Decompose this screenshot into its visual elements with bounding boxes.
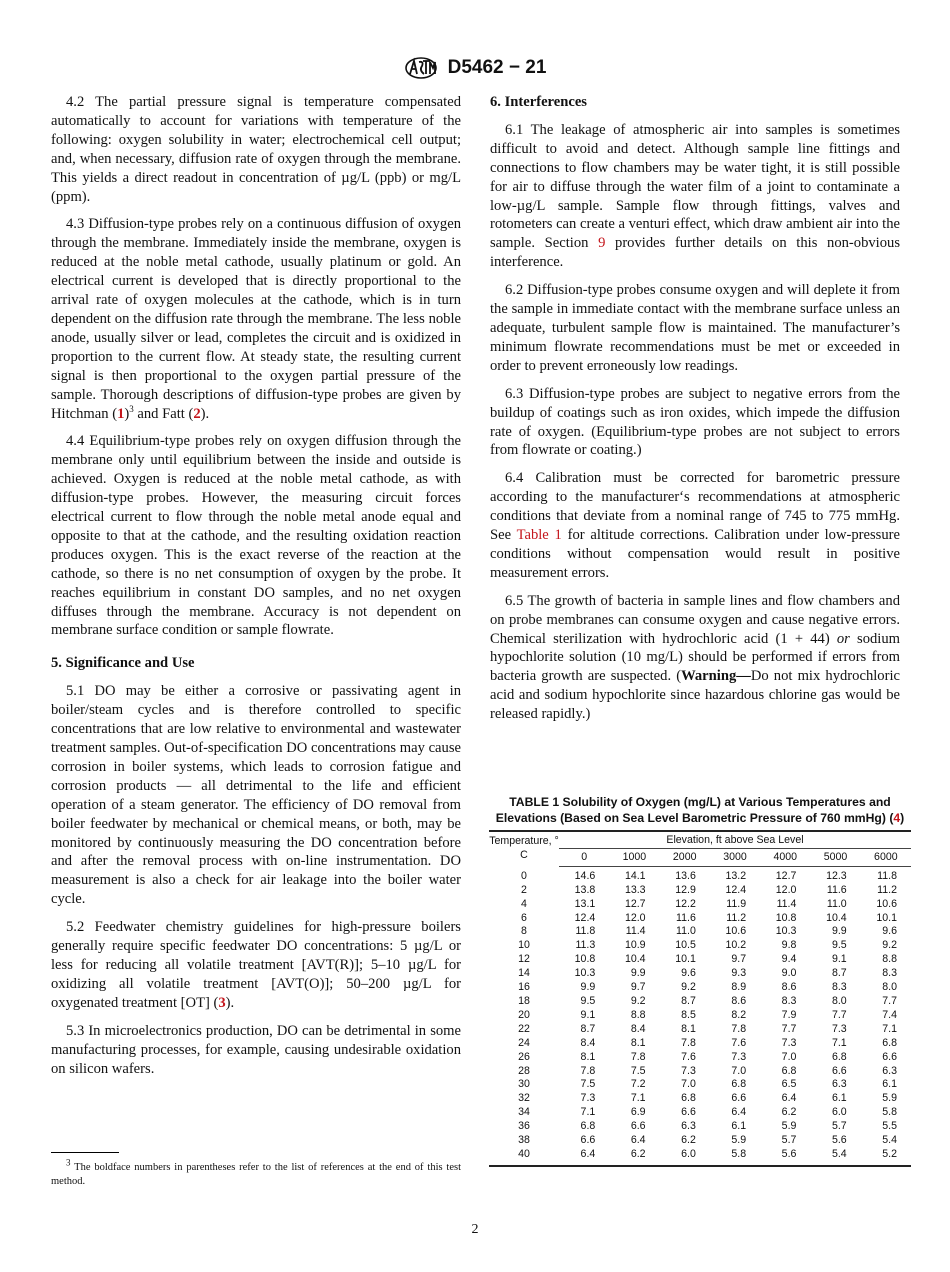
table-row xyxy=(489,1009,911,1023)
solubility-cell: 12.2 xyxy=(675,897,696,910)
reference-link[interactable]: 4 xyxy=(893,811,901,825)
solubility-cell: 7.3 xyxy=(580,1092,596,1105)
solubility-cell: 13.2 xyxy=(725,869,747,882)
solubility-cell: 7.3 xyxy=(731,1050,747,1063)
solubility-cell: 6.6 xyxy=(630,1120,646,1133)
solubility-cell: 8.8 xyxy=(630,1008,646,1021)
text-span: ). xyxy=(225,994,235,1011)
solubility-cell: 9.7 xyxy=(731,953,747,966)
page-number: 2 xyxy=(471,1222,479,1237)
solubility-cell: 12.9 xyxy=(675,883,696,896)
temperature-cell: 14 xyxy=(518,967,530,980)
solubility-cell: 8.0 xyxy=(831,994,847,1007)
table-row xyxy=(489,1037,911,1051)
solubility-cell: 6.4 xyxy=(781,1092,797,1105)
solubility-cell: 5.4 xyxy=(831,1147,847,1160)
solubility-cell: 8.9 xyxy=(731,981,747,994)
reference-link[interactable]: 3 xyxy=(218,994,226,1011)
text-span: 5.3 In microelectronics production, DO can be detrimental in some manufacturing processes, for example, causing undesirable oxidation on silicon wafers. xyxy=(51,1022,461,1077)
solubility-cell: 10.4 xyxy=(826,911,847,924)
solubility-cell: 8.1 xyxy=(580,1050,596,1063)
solubility-cell: 11.4 xyxy=(625,925,646,938)
solubility-cell: 12.4 xyxy=(725,883,747,896)
solubility-cell: 6.8 xyxy=(882,1036,897,1049)
table-row xyxy=(489,1134,911,1148)
reference-link[interactable]: 9 xyxy=(598,235,606,252)
elevation-column-header: 0 xyxy=(559,848,609,866)
solubility-cell: 6.3 xyxy=(681,1120,696,1133)
text-span: 6.2 Diffusion-type probes consume oxygen and will deplete it from the sample in immediate contact with the membrane surface unless an adequate, turbulent sample flow is maintained. The manufacturer’s minimum flowrate recommendations must be met or exceeded in order to prevent erroneously low readings. xyxy=(490,282,900,374)
table-row xyxy=(489,925,911,939)
solubility-cell: 9.9 xyxy=(630,967,646,980)
text-span: sodium hypochlorite solution (10 mg/L) should be performed if errors from bacteria growth are suspected. ( xyxy=(490,630,900,685)
solubility-cell: 6.4 xyxy=(630,1134,646,1147)
text-span: 5. Significance and Use xyxy=(51,655,195,672)
solubility-cell: 10.3 xyxy=(775,925,797,938)
solubility-cell: 7.0 xyxy=(781,1050,797,1063)
temperature-cell: 20 xyxy=(518,1008,530,1021)
solubility-cell: 6.4 xyxy=(731,1106,747,1119)
solubility-cell: 6.6 xyxy=(731,1092,747,1105)
temperature-cell: 24 xyxy=(518,1036,530,1049)
solubility-table xyxy=(489,794,911,1167)
solubility-cell: 6.8 xyxy=(681,1092,696,1105)
table-title-text: TABLE 1 Solubility of Oxygen (mg/L) at Various Temperatures and Elevations (Based on Sea Level Barometric Pressure of 760 mmHg) ( xyxy=(495,795,894,825)
text-span: 6.4 Calibration must be corrected for barometric pressure according to the manufacturer‘s recommendations at atmospheric conditions that deviate from a nominal range of 745 to 775 mmHg. See xyxy=(490,470,900,544)
solubility-cell: 12.7 xyxy=(624,897,646,910)
table-row xyxy=(489,995,911,1009)
solubility-cell: 7.3 xyxy=(831,1022,847,1035)
solubility-cell: 8.1 xyxy=(681,1022,696,1035)
solubility-cell: 5.9 xyxy=(781,1120,797,1133)
temperature-cell: 16 xyxy=(518,981,530,994)
section-heading xyxy=(490,93,900,112)
solubility-cell: 5.5 xyxy=(882,1120,897,1133)
solubility-cell: 7.5 xyxy=(630,1064,646,1077)
solubility-cell: 8.8 xyxy=(882,953,897,966)
solubility-cell: 11.6 xyxy=(826,883,847,896)
solubility-cell: 5.2 xyxy=(882,1147,897,1160)
temperature-cell: 28 xyxy=(518,1064,530,1077)
solubility-cell: 6.1 xyxy=(731,1120,747,1133)
solubility-cell: 7.7 xyxy=(831,1008,847,1021)
table-row xyxy=(489,1148,911,1166)
solubility-cell: 6.6 xyxy=(580,1134,596,1147)
solubility-cell: 9.5 xyxy=(831,939,847,952)
solubility-cell: 12.0 xyxy=(775,883,797,896)
solubility-cell: 9.2 xyxy=(630,994,646,1007)
solubility-cell: 11.0 xyxy=(826,897,847,910)
temperature-cell: 40 xyxy=(518,1147,530,1160)
solubility-cell: 12.3 xyxy=(826,869,847,882)
document-id: D5462 − 21 xyxy=(447,57,547,78)
paragraph xyxy=(51,918,461,1013)
temperature-cell: 0 xyxy=(521,869,527,882)
solubility-cell: 6.6 xyxy=(882,1050,897,1063)
temperature-header: Temperature, ° C xyxy=(489,835,559,861)
temperature-cell: 38 xyxy=(518,1134,530,1147)
paragraph xyxy=(51,93,461,206)
left-column xyxy=(51,93,461,1087)
elevation-column-header: 5000 xyxy=(810,848,860,866)
paragraph xyxy=(490,592,900,724)
solubility-cell: 7.6 xyxy=(731,1036,747,1049)
temperature-cell: 26 xyxy=(518,1050,530,1063)
table-row xyxy=(489,898,911,912)
solubility-cell: 5.6 xyxy=(781,1147,797,1160)
solubility-cell: 6.0 xyxy=(831,1106,847,1119)
table-row xyxy=(489,981,911,995)
text-span: 6.5 The growth of bacteria in sample lines and flow chambers and on probe membranes can consume oxygen and cause negative errors. Chemical sterilization with hydrochloric acid (1 + 44) xyxy=(490,592,900,647)
temperature-cell: 34 xyxy=(518,1106,530,1119)
solubility-cell: 5.7 xyxy=(831,1120,847,1133)
solubility-cell: 9.6 xyxy=(681,967,696,980)
solubility-cell: 7.3 xyxy=(681,1064,696,1077)
text-span: 4.3 Diffusion-type probes rely on a continuous diffusion of oxygen through the membrane. Immediately inside the membrane, oxygen is reduced at the noble metal cathode, usually platinum or gold. An electrical current is developed that is directly proportional to the arrival rate of oxygen molecules at the cathode, which is in turn dependent on the diffusion rate through the membrane. The less noble anode, usually silver or lead, completes the circuit and is oxidized in proportion to the current flow. At steady state, the resulting current signal is then proportional to the oxygen partial pressure of the sample. Thorough descriptions of diffusion-type probes are given by Hitchman ( xyxy=(51,216,461,422)
solubility-cell: 12.0 xyxy=(624,911,646,924)
section-heading xyxy=(51,654,461,673)
elevation-column-header: 6000 xyxy=(861,848,911,866)
solubility-cell: 6.8 xyxy=(781,1064,797,1077)
footnote-text: The boldface numbers in parentheses refer to the list of references at the end of this test method. xyxy=(51,1162,461,1187)
table-title xyxy=(489,794,911,826)
solubility-cell: 8.3 xyxy=(781,994,797,1007)
table-row xyxy=(489,1065,911,1079)
solubility-cell: 6.6 xyxy=(831,1064,847,1077)
elevation-column-header: 4000 xyxy=(760,848,810,866)
text-span: 6.3 Diffusion-type probes are subject to negative errors from the buildup of coatings such as iron oxides, which impede the diffusion rate of oxygen. (Equilibrium-type probes are not subject to errors from flowrate or coating.) xyxy=(490,385,900,459)
reference-link[interactable]: 2 xyxy=(193,405,201,422)
paragraph xyxy=(490,121,900,272)
astm-logo-icon xyxy=(404,56,438,80)
solubility-cell: 7.8 xyxy=(681,1036,696,1049)
right-column xyxy=(490,93,900,733)
table-row xyxy=(489,1051,911,1065)
solubility-cell: 12.4 xyxy=(574,911,596,924)
text-span: 5.2 Feedwater chemistry guidelines for high-pressure boilers generally require specific feedwater DO concentrations: 5 µg/L or less for reducing all volatile treatment [AVT(R)]; 5–10 µg/L for oxidizing all volatile treatment [AVT(O)]; 50–200 µg/L for oxygenated treatment [OT] ( xyxy=(51,919,461,1011)
solubility-cell: 9.6 xyxy=(882,925,897,938)
solubility-cell: 8.4 xyxy=(630,1022,646,1035)
solubility-cell: 9.9 xyxy=(831,925,847,938)
paragraph xyxy=(51,432,461,640)
temperature-cell: 10 xyxy=(518,939,530,952)
text-span: or xyxy=(836,630,850,647)
solubility-cell: 11.6 xyxy=(676,911,696,924)
solubility-cell: 8.4 xyxy=(580,1036,596,1049)
solubility-cell: 9.9 xyxy=(580,981,596,994)
solubility-cell: 8.5 xyxy=(681,1008,696,1021)
solubility-cell: 8.6 xyxy=(781,981,797,994)
solubility-cell: 5.9 xyxy=(731,1134,747,1147)
solubility-cell: 10.6 xyxy=(876,897,897,910)
table-row xyxy=(489,1092,911,1106)
solubility-cell: 7.6 xyxy=(681,1050,696,1063)
solubility-cell: 5.8 xyxy=(731,1147,747,1160)
temperature-cell: 36 xyxy=(518,1120,530,1133)
solubility-cell: 9.4 xyxy=(781,953,797,966)
solubility-cell: 13.3 xyxy=(624,883,646,896)
footnote-ref: 3 xyxy=(129,403,134,414)
table-row xyxy=(489,939,911,953)
elevation-column-header: 3000 xyxy=(710,848,760,866)
solubility-cell: 10.6 xyxy=(725,925,747,938)
text-span: provides further details on this non-obvious interference. xyxy=(490,235,900,271)
solubility-cell: 8.0 xyxy=(882,981,897,994)
solubility-cell: 6.1 xyxy=(831,1092,847,1105)
table-row xyxy=(489,866,911,883)
elevation-header: Elevation, ft above Sea Level xyxy=(559,831,911,848)
reference-link[interactable]: 1 xyxy=(117,405,125,422)
solubility-cell: 7.8 xyxy=(630,1050,646,1063)
solubility-cell: 9.1 xyxy=(831,953,847,966)
solubility-cell: 9.2 xyxy=(882,939,897,952)
solubility-cell: 8.7 xyxy=(681,994,696,1007)
temperature-cell: 12 xyxy=(518,953,530,966)
solubility-cell: 11.2 xyxy=(877,883,897,896)
text-span: Do not mix hydrochloric acid and sodium hypochlorite since hazardous chlorine gas would be released rapidly.) xyxy=(490,668,900,723)
solubility-cell: 7.0 xyxy=(681,1078,696,1091)
solubility-cell: 8.1 xyxy=(630,1036,646,1049)
solubility-cell: 10.1 xyxy=(876,911,897,924)
solubility-cell: 8.7 xyxy=(580,1022,596,1035)
solubility-cell: 10.3 xyxy=(574,967,596,980)
solubility-cell: 7.7 xyxy=(882,994,897,1007)
reference-link[interactable]: Table 1 xyxy=(516,527,562,544)
footnote-mark: 3 xyxy=(66,1157,71,1168)
solubility-cell: 11.9 xyxy=(726,897,747,910)
solubility-cell: 5.6 xyxy=(831,1134,847,1147)
footnote xyxy=(51,1157,461,1189)
text-span: and Fatt ( xyxy=(133,405,194,422)
solubility-cell: 6.0 xyxy=(681,1147,696,1160)
solubility-cell: 6.2 xyxy=(681,1134,696,1147)
text-span: ). xyxy=(200,405,210,422)
solubility-cell: 5.7 xyxy=(781,1134,797,1147)
solubility-cell: 8.3 xyxy=(882,967,897,980)
temperature-cell: 8 xyxy=(521,925,527,938)
paragraph xyxy=(490,385,900,461)
solubility-cell: 7.8 xyxy=(580,1064,596,1077)
page-header xyxy=(0,56,950,80)
footnote-divider xyxy=(51,1152,119,1153)
solubility-cell: 9.1 xyxy=(580,1008,596,1021)
solubility-cell: 5.4 xyxy=(882,1134,897,1147)
solubility-cell: 10.8 xyxy=(574,953,596,966)
text-span: for altitude corrections. Calibration under low-pressure conditions without compensation would result in positive measurement errors. xyxy=(490,527,900,581)
paragraph xyxy=(51,1022,461,1079)
text-span: 6.1 The leakage of atmospheric air into samples is sometimes difficult to avoid and detect. Although sample line fittings and connections to flow chambers may be water tight, it is still possible for air to diffuse through the water film of a joint to contaminate a low-µg/L sample. Sample flow through fittings, valves and rotometers can create a venturi effect, which draw ambient air into the sample. Section xyxy=(490,121,900,252)
temperature-cell: 6 xyxy=(521,911,527,924)
solubility-cell: 6.5 xyxy=(781,1078,797,1091)
solubility-cell: 6.1 xyxy=(882,1078,897,1091)
solubility-cell: 7.2 xyxy=(630,1078,646,1091)
solubility-cell: 9.3 xyxy=(731,967,747,980)
solubility-cell: 14.1 xyxy=(624,869,646,882)
solubility-cell: 11.3 xyxy=(575,939,596,952)
temperature-cell: 2 xyxy=(521,883,527,896)
solubility-cell: 12.7 xyxy=(775,869,797,882)
solubility-cell: 10.1 xyxy=(675,953,696,966)
solubility-cell: 7.1 xyxy=(882,1022,897,1035)
solubility-cell: 6.4 xyxy=(580,1147,596,1160)
table-row xyxy=(489,1106,911,1120)
table-row xyxy=(489,953,911,967)
solubility-cell: 10.8 xyxy=(775,911,797,924)
solubility-cell: 11.0 xyxy=(676,925,696,938)
solubility-cell: 10.2 xyxy=(725,939,747,952)
solubility-cell: 6.2 xyxy=(630,1147,646,1160)
temperature-cell: 4 xyxy=(521,897,527,910)
table-row xyxy=(489,912,911,926)
solubility-cell: 7.1 xyxy=(630,1092,646,1105)
solubility-cell: 11.8 xyxy=(877,869,897,882)
solubility-cell: 9.2 xyxy=(681,981,696,994)
solubility-cell: 13.1 xyxy=(574,897,596,910)
table-title-end: ) xyxy=(900,811,905,825)
solubility-cell: 6.8 xyxy=(731,1078,747,1091)
temperature-cell: 22 xyxy=(518,1022,530,1035)
solubility-cell: 7.5 xyxy=(580,1078,596,1091)
paragraph xyxy=(490,281,900,376)
solubility-cell: 8.3 xyxy=(831,981,847,994)
solubility-cell: 7.7 xyxy=(781,1022,797,1035)
solubility-cell: 7.9 xyxy=(781,1008,797,1021)
solubility-cell: 9.8 xyxy=(781,939,797,952)
text-span: 6. Interferences xyxy=(490,94,587,110)
solubility-cell: 6.6 xyxy=(681,1106,696,1119)
text-span: 5.1 DO may be either a corrosive or passivating agent in boiler/steam cycles and is therefore controlled to specific concentrations that are low relative to environmental and wastewater treatment samples. Out-of-specification DO concentrations may cause corrosion in boiler systems, which leads to corrosion fatigue and corrosion products — all detrimental to the life and efficient operation of a steam generator. The efficiency of DO removal from boiler feedwater by mechanical or chemical means, or both, may be monitored by continuously measuring the DO concentration before and after the removal process with on-line instrumentation. DO measurement is also a check for air leakage into the boiler water cycle. xyxy=(51,683,461,908)
solubility-cell: 7.4 xyxy=(882,1008,897,1021)
solubility-cell: 7.1 xyxy=(580,1106,596,1119)
text-span: 4.2 The partial pressure signal is temperature compensated automatically to account for variations with temperature of the following: oxygen solubility in water; electrochemical cell output; and, when necessary, diffusion rate of oxygen through the membrane. This yields a direct readout in concentration of µg/L (ppb) or mg/L (ppm). xyxy=(51,94,461,205)
solubility-cell: 11.4 xyxy=(776,897,797,910)
solubility-cell: 7.0 xyxy=(731,1064,747,1077)
solubility-cell: 9.7 xyxy=(630,981,646,994)
solubility-cell: 5.8 xyxy=(882,1106,897,1119)
solubility-cell: 6.3 xyxy=(831,1078,847,1091)
solubility-cell: 9.5 xyxy=(580,994,596,1007)
solubility-cell: 14.6 xyxy=(574,869,596,882)
text-span: ) xyxy=(124,405,130,422)
table-row xyxy=(489,1120,911,1134)
solubility-cell: 7.1 xyxy=(831,1036,847,1049)
solubility-cell: 8.7 xyxy=(831,967,847,980)
temperature-cell: 30 xyxy=(518,1078,530,1091)
solubility-cell: 6.8 xyxy=(831,1050,847,1063)
solubility-cell: 13.6 xyxy=(675,869,696,882)
paragraph xyxy=(51,682,461,909)
paragraph xyxy=(490,469,900,582)
solubility-cell: 6.2 xyxy=(781,1106,797,1119)
paragraph xyxy=(51,215,461,423)
solubility-cell: 11.8 xyxy=(575,925,596,938)
table-row xyxy=(489,967,911,981)
temperature-cell: 18 xyxy=(518,994,530,1007)
temperature-cell: 32 xyxy=(518,1092,530,1105)
text-span: Warning— xyxy=(681,668,751,685)
solubility-cell: 10.5 xyxy=(675,939,696,952)
solubility-cell: 6.9 xyxy=(630,1106,646,1119)
solubility-cell: 7.3 xyxy=(781,1036,797,1049)
solubility-cell: 8.2 xyxy=(731,1008,747,1021)
data-table xyxy=(489,830,911,1167)
elevation-column-header: 2000 xyxy=(660,848,710,866)
solubility-cell: 6.3 xyxy=(882,1064,897,1077)
elevation-column-header: 1000 xyxy=(609,848,659,866)
table-row xyxy=(489,1023,911,1037)
solubility-cell: 13.8 xyxy=(574,883,596,896)
solubility-cell: 7.8 xyxy=(731,1022,747,1035)
solubility-cell: 9.0 xyxy=(781,967,797,980)
solubility-cell: 6.8 xyxy=(580,1120,596,1133)
solubility-cell: 5.9 xyxy=(882,1092,897,1105)
solubility-cell: 10.9 xyxy=(624,939,646,952)
text-span: 4.4 Equilibrium-type probes rely on oxygen diffusion through the membrane only until equilibrium between the inside and outside is achieved. Oxygen is reduced at the noble metal cathode, as with diffusion-type probes. However, the measuring circuit forces electrical current to flow through the noble metal anode equal and opposite to that at the cathode, and the resulting oxidation reaction produces oxygen. This is the exact reverse of the reaction at the cathode, so there is no net consumption of oxygen by the probe. It reaches equilibrium in constant DO samples, and no net oxygen diffuses through the membrane. Accuracy is not dependent on membrane surface condition or sample flowrate. xyxy=(51,433,461,639)
table-row xyxy=(489,1078,911,1092)
solubility-cell: 11.2 xyxy=(726,911,747,924)
solubility-cell: 8.6 xyxy=(731,994,747,1007)
table-row xyxy=(489,884,911,898)
solubility-cell: 10.4 xyxy=(624,953,646,966)
